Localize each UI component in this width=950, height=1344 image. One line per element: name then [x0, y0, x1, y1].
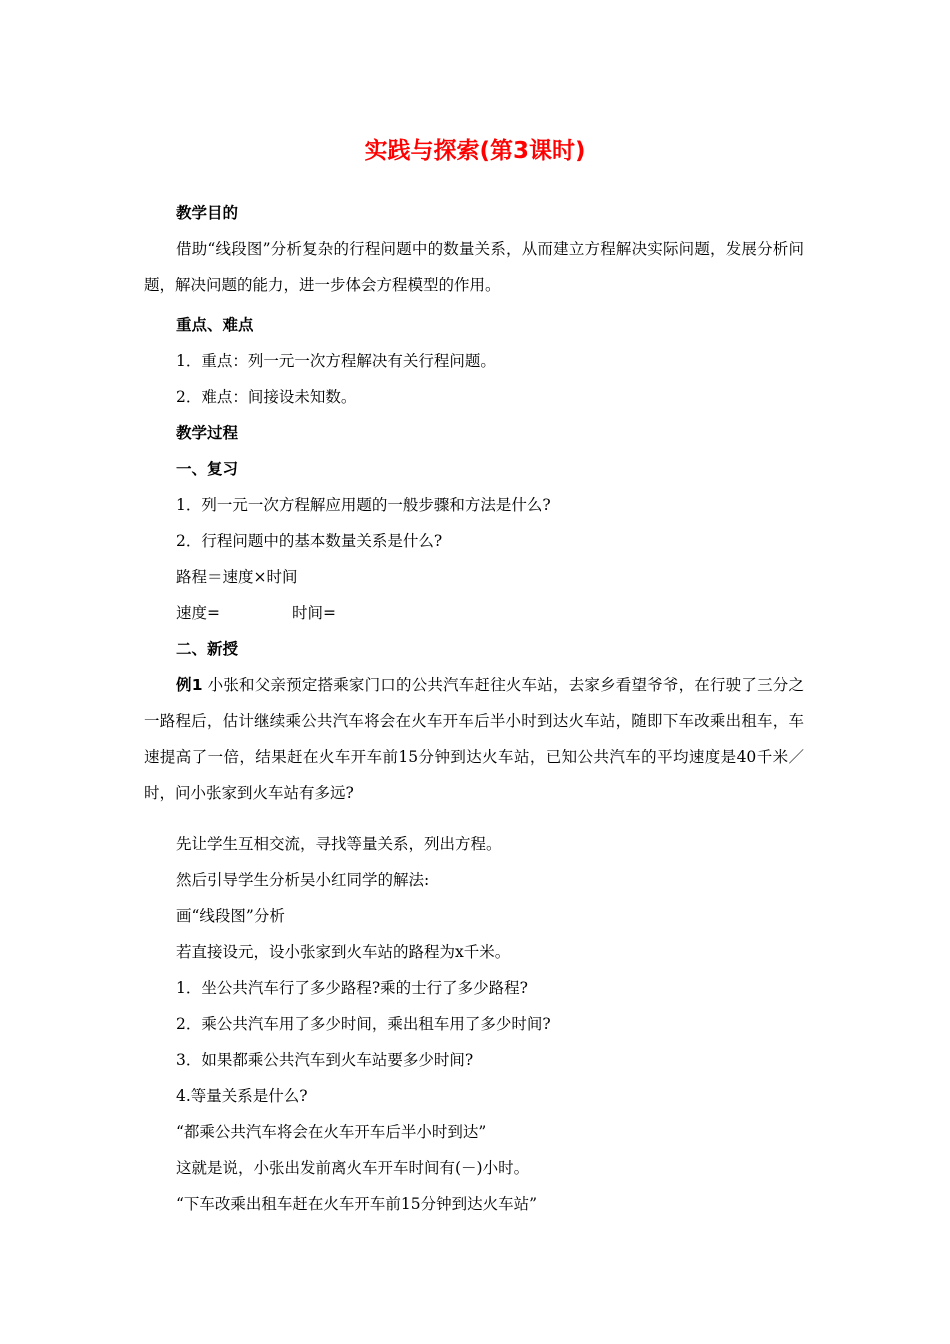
question-3: 3．如果都乘公共汽车到火车站要多少时间?	[176, 1051, 474, 1069]
key-point-2: 2．难点：间接设未知数。	[176, 388, 357, 406]
paragraph-discuss: 先让学生互相交流，寻找等量关系，列出方程。	[176, 835, 502, 853]
formula-distance: 路程＝速度×时间	[176, 568, 298, 586]
goal-heading: 教学目的	[176, 204, 239, 222]
goal-paragraph: 借助“线段图”分析复杂的行程问题中的数量关系，从而建立方程解决实际问题，发展分析问题，解决问题的能力，进一步体会方程模型的作用。	[144, 240, 804, 294]
review-heading: 一、复习	[176, 460, 239, 478]
question-2: 2．乘公共汽车用了多少时间，乘出租车用了多少时间?	[176, 1015, 551, 1033]
formula-row	[176, 603, 336, 623]
question-4: 4.等量关系是什么?	[176, 1087, 308, 1105]
example-label: 例1	[176, 676, 203, 694]
page-title: 实践与探索(第3课时)	[364, 138, 586, 164]
paragraph-guide: 然后引导学生分析吴小红同学的解法:	[176, 871, 430, 889]
quote-1: “都乘公共汽车将会在火车开车后半小时到达”	[176, 1123, 487, 1141]
new-heading: 二、新授	[176, 640, 239, 658]
quote-2: “下车改乘出租车赶在火车开车前15分钟到达火车站”	[176, 1195, 538, 1213]
formula-speed: 速度=	[176, 604, 220, 622]
key-heading: 重点、难点	[176, 316, 254, 334]
example-paragraph	[144, 667, 804, 811]
process-heading: 教学过程	[176, 424, 239, 442]
paragraph-meaning: 这就是说，小张出发前离火车开车时间有(－)小时。	[176, 1159, 530, 1177]
key-point-1: 1．重点：列一元一次方程解决有关行程问题。	[176, 352, 496, 370]
review-question-1: 1．列一元一次方程解应用题的一般步骤和方法是什么?	[176, 496, 551, 514]
question-1: 1．坐公共汽车行了多少路程?乘的士行了多少路程?	[176, 979, 528, 997]
example-text: 小张和父亲预定搭乘家门口的公共汽车赶往火车站，去家乡看望爷爷，在行驶了三分之一路程后，估计继续乘公共汽车将会在火车开车后半小时到达火车站，随即下车改乘出租车，车速提高了一倍，结果赶在火车开车前15分钟到达火车站，已知公共汽车的平均速度是40千米／时，问小张家到火车站有多远?	[144, 676, 804, 802]
review-question-2: 2．行程问题中的基本数量关系是什么?	[176, 532, 443, 550]
formula-time: 时间=	[292, 604, 336, 622]
paragraph-diagram: 画“线段图”分析	[176, 907, 285, 925]
paragraph-assume: 若直接设元，设小张家到火车站的路程为x千米。	[176, 943, 511, 961]
